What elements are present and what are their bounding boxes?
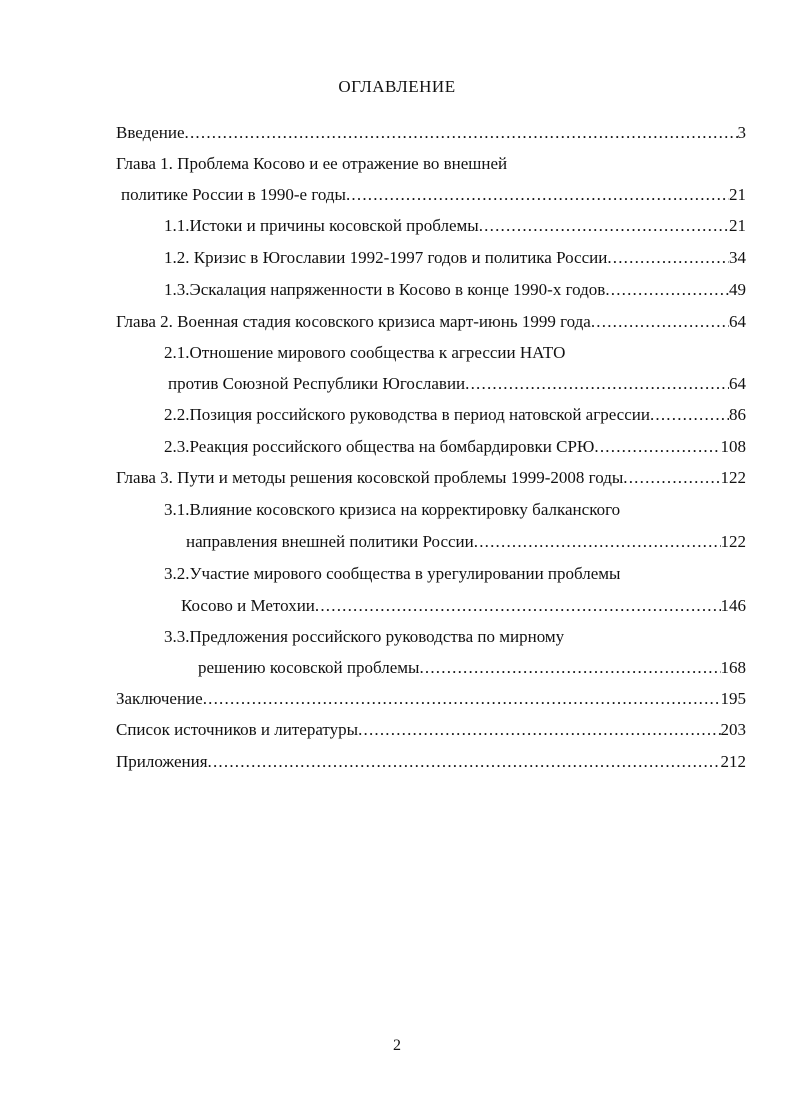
leader-dots xyxy=(346,183,729,207)
leader-dots xyxy=(185,121,738,145)
toc-entry-section-2-3[interactable] xyxy=(164,435,746,459)
toc-entry-conclusion[interactable] xyxy=(116,687,746,711)
toc-entry-section-1-2[interactable] xyxy=(164,246,746,270)
toc-entry-chapter-1[interactable] xyxy=(116,152,746,176)
leader-dots xyxy=(419,656,720,680)
toc-entry-text: 1.2. Кризис в Югославии 1992-1997 годов и политика России xyxy=(164,248,608,267)
toc-entry-text: 3.3.Предложения российского руководства по мирному xyxy=(164,627,565,646)
toc-entry-text: Список источников и литературы xyxy=(116,720,359,739)
toc-entry-text: решению косовской проблемы xyxy=(198,658,420,677)
toc-entry-section-3-2-cont[interactable] xyxy=(181,594,746,618)
toc-title: ОГЛАВЛЕНИЕ xyxy=(338,77,456,96)
toc-entry-text: Введение xyxy=(116,123,185,142)
toc-entry-text: политике России в 1990-е годы xyxy=(121,185,346,204)
toc-entry-section-2-1[interactable] xyxy=(164,341,746,365)
toc-entry-text: 2.2.Позиция российского руководства в период натовской агрессии xyxy=(164,405,650,424)
toc-entry-section-3-1[interactable] xyxy=(164,498,746,522)
toc-entry-text: Заключение xyxy=(116,689,203,708)
toc-entry-page: 195 xyxy=(720,689,746,708)
toc-entry-section-1-1[interactable] xyxy=(164,214,746,238)
toc-entry-page: 146 xyxy=(720,596,746,615)
toc-entry-text: Косово и Метохии xyxy=(181,596,315,615)
toc-entry-page: 64 xyxy=(729,374,746,393)
toc-entry-text: 3.1.Влияние косовского кризиса на корректировку балканского xyxy=(164,500,621,519)
leader-dots xyxy=(208,750,721,774)
toc-entry-chapter-2[interactable] xyxy=(116,310,746,334)
toc-entry-text: Глава 2. Военная стадия косовского кризиса март-июнь 1999 года xyxy=(116,312,591,331)
toc-entry-section-1-3[interactable] xyxy=(164,278,746,302)
toc-entry-text: против Союзной Республики Югославии xyxy=(168,374,466,393)
toc-entry-text: направления внешней политики России xyxy=(186,532,474,551)
toc-entry-text: 3.2.Участие мирового сообщества в урегулировании проблемы xyxy=(164,564,621,583)
toc-entry-page: 34 xyxy=(729,248,746,267)
leader-dots xyxy=(607,246,729,270)
leader-dots xyxy=(605,278,729,302)
toc-entry-section-3-2[interactable] xyxy=(164,562,746,586)
toc-entry-page: 212 xyxy=(720,752,746,771)
toc-entry-text: 1.3.Эскалация напряженности в Косово в конце 1990-х годов xyxy=(164,280,606,299)
leader-dots xyxy=(623,466,720,490)
toc-entry-appendices[interactable] xyxy=(116,750,746,774)
toc-entry-chapter-3[interactable] xyxy=(116,466,746,490)
toc-entry-chapter-1-cont[interactable] xyxy=(121,183,746,207)
toc-entry-text: Глава 1. Проблема Косово и ее отражение во внешней xyxy=(116,154,508,173)
toc-entry-page: 122 xyxy=(720,468,746,487)
leader-dots xyxy=(358,718,720,742)
leader-dots xyxy=(479,214,729,238)
toc-entry-bibliography[interactable] xyxy=(116,718,746,742)
toc-entry-text: Глава 3. Пути и методы решения косовской проблемы 1999-2008 годы xyxy=(116,468,624,487)
toc-entry-page: 21 xyxy=(729,216,746,235)
toc-entry-page: 64 xyxy=(729,312,746,331)
leader-dots xyxy=(203,687,721,711)
leader-dots xyxy=(315,594,721,618)
leader-dots xyxy=(650,403,729,427)
toc-entry-text: Приложения xyxy=(116,752,208,771)
leader-dots xyxy=(465,372,729,396)
toc-entry-text: 2.1.Отношение мирового сообщества к агрессии НАТО xyxy=(164,343,566,362)
page-number: 2 xyxy=(393,1037,401,1054)
toc-entry-page: 49 xyxy=(729,280,746,299)
toc-entry-section-3-1-cont[interactable] xyxy=(186,530,746,554)
toc-entry-section-2-1-cont[interactable] xyxy=(168,372,746,396)
leader-dots xyxy=(591,310,729,334)
toc-entry-text: 1.1.Истоки и причины косовской проблемы xyxy=(164,216,479,235)
toc-entry-page: 168 xyxy=(720,658,746,677)
toc-entry-introduction[interactable] xyxy=(116,121,746,145)
toc-entry-page: 3 xyxy=(737,123,746,142)
leader-dots xyxy=(594,435,720,459)
toc-entry-page: 122 xyxy=(720,532,746,551)
toc-entry-page: 86 xyxy=(729,405,746,424)
toc-entry-text: 2.3.Реакция российского общества на бомбардировки СРЮ xyxy=(164,437,595,456)
toc-entry-section-3-3-cont[interactable] xyxy=(198,656,746,680)
toc-entry-page: 203 xyxy=(720,720,746,739)
toc-entry-section-3-3[interactable] xyxy=(164,625,746,649)
toc-entry-section-2-2[interactable] xyxy=(164,403,746,427)
toc-entry-page: 108 xyxy=(720,437,746,456)
leader-dots xyxy=(474,530,721,554)
toc-entry-page: 21 xyxy=(729,185,746,204)
